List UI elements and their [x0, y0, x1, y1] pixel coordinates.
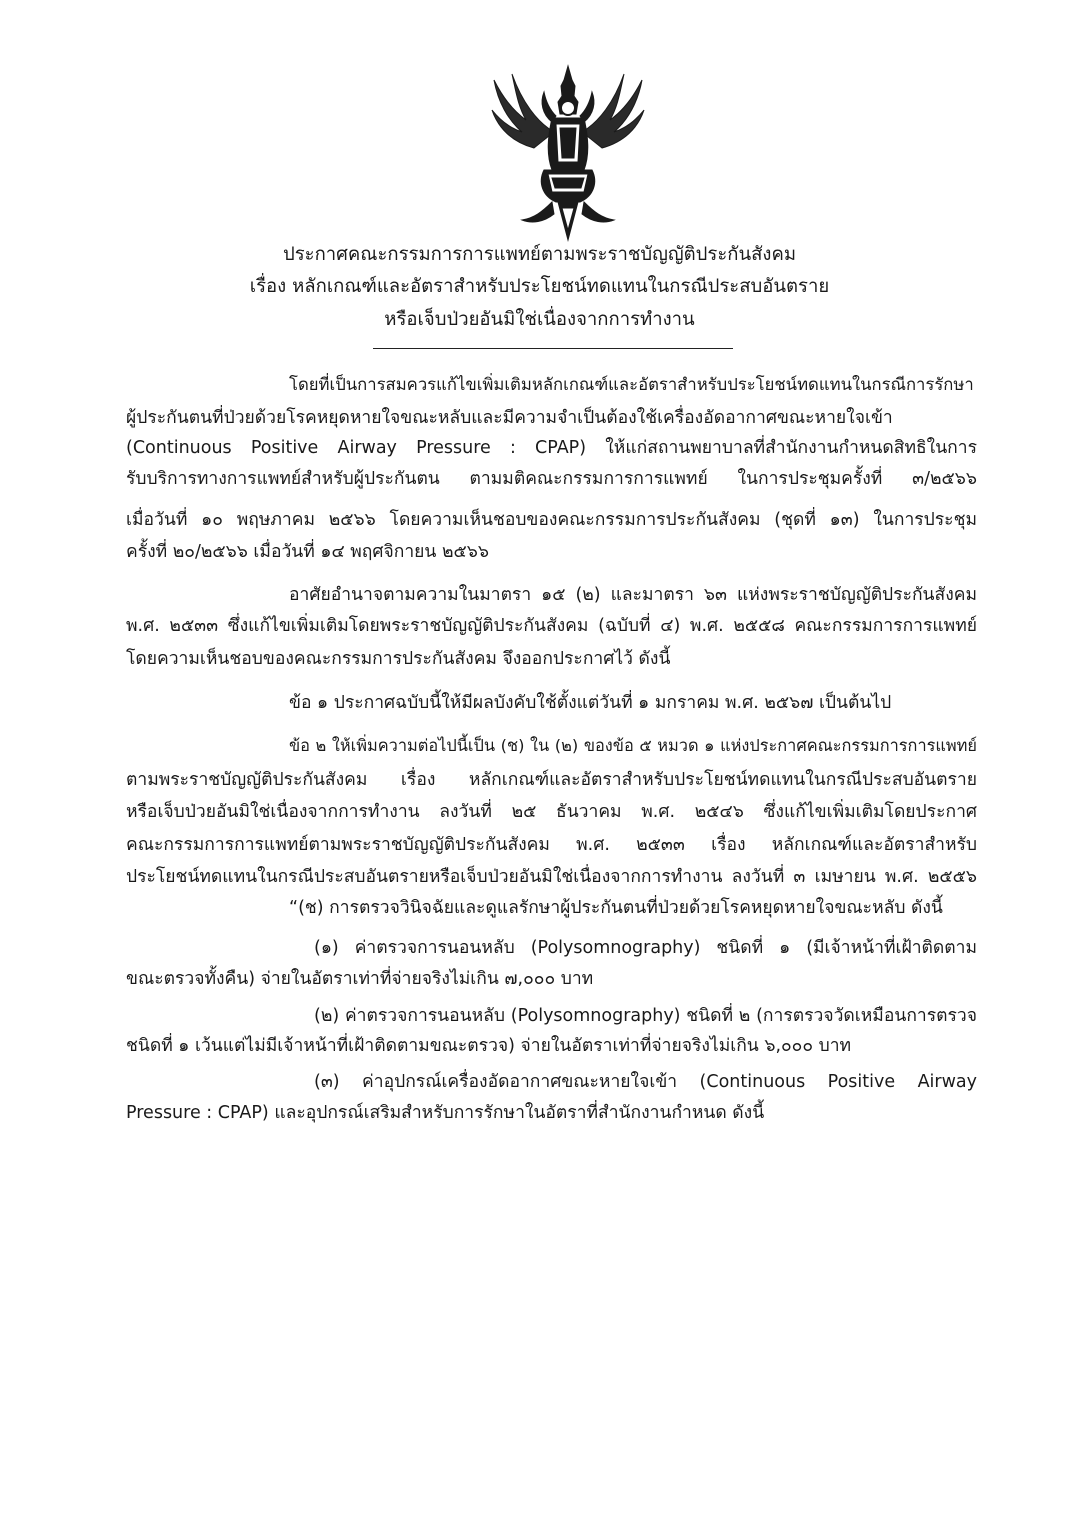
preamble-line: รับบริการทางการแพทย์สำหรับผู้ประกันตน ตามมติคณะกรรมการการแพทย์ ในการประชุมครั้งที่ ๓/๒๕๖๖: [126, 469, 977, 489]
sub-item-3-line: (๓) ค่าอุปกรณ์เครื่องอัดอากาศขณะหายใจเข้า (Continuous Positive Airway: [314, 1072, 977, 1092]
clause-2-line: ประโยชน์ทดแทนในกรณีประสบอันตรายหรือเจ็บป่วยอันมิใช่เนื่องจากการทำงาน ลงวันที่ ๓ เมษายน พ.ศ. ๒๕๕๖: [126, 867, 977, 887]
authority-line: อาศัยอำนาจตามความในมาตรา ๑๕ (๒) และมาตรา ๖๓ แห่งพระราชบัญญัติประกันสังคม: [289, 585, 977, 605]
clause-1: ข้อ ๑ ประกาศฉบับนี้ให้มีผลบังคับใช้ตั้งแต่วันที่ ๑ มกราคม พ.ศ. ๒๕๖๗ เป็นต้นไป: [289, 693, 892, 713]
clause-2-line: หรือเจ็บป่วยอันมิใช่เนื่องจากการทำงาน ลงวันที่ ๒๕ ธันวาคม พ.ศ. ๒๕๔๖ ซึ่งแก้ไขเพิ่มเติมโดยประกาศ: [126, 802, 977, 822]
clause-2-line: ตามพระราชบัญญัติประกันสังคม เรื่อง หลักเกณฑ์และอัตราสำหรับประโยชน์ทดแทนในกรณีประสบอันตราย: [126, 770, 977, 790]
clause-2-line: คณะกรรมการการแพทย์ตามพระราชบัญญัติประกันสังคม พ.ศ. ๒๕๓๓ เรื่อง หลักเกณฑ์และอัตราสำหรับ: [126, 835, 977, 855]
preamble-line: เมื่อวันที่ ๑๐ พฤษภาคม ๒๕๖๖ โดยความเห็นชอบของคณะกรรมการประกันสังคม (ชุดที่ ๑๓) ในการประชุม: [126, 510, 977, 530]
item-ch: “(ช) การตรวจวินิจฉัยและดูแลรักษาผู้ประกันตนที่ป่วยด้วยโรคหยุดหายใจขณะหลับ ดังนี้: [289, 898, 943, 918]
preamble-line: ผู้ประกันตนที่ป่วยด้วยโรคหยุดหายใจขณะหลับและมีความจำเป็นต้องใช้เครื่องอัดอากาศขณะหายใจเข้า: [126, 408, 893, 428]
preamble-line: ครั้งที่ ๒๐/๒๕๖๖ เมื่อวันที่ ๑๔ พฤศจิกายน ๒๕๖๖: [126, 542, 489, 562]
title-line-2: เรื่อง หลักเกณฑ์และอัตราสำหรับประโยชน์ทดแทนในกรณีประสบอันตราย: [249, 276, 830, 297]
sub-item-1-line: (๑) ค่าตรวจการนอนหลับ (Polysomnography) ชนิดที่ ๑ (มีเจ้าหน้าที่เฝ้าติดตาม: [314, 938, 977, 958]
title-line-3: หรือเจ็บป่วยอันมิใช่เนื่องจากการทำงาน: [384, 309, 695, 330]
preamble-line: (Continuous Positive Airway Pressure : CPAP) ให้แก่สถานพยาบาลที่สำนักงานกำหนดสิทธิในการ: [126, 438, 977, 458]
title-divider: [373, 348, 733, 349]
sub-item-2-line: ชนิดที่ ๑ เว้นแต่ไม่มีเจ้าหน้าที่เฝ้าติดตามขณะตรวจ) จ่ายในอัตราเท่าที่จ่ายจริงไม่เกิน ๖,๐๐๐ บาท: [126, 1036, 852, 1056]
title-line-1: ประกาศคณะกรรมการการแพทย์ตามพระราชบัญญัติประกันสังคม: [282, 244, 797, 265]
preamble-line: โดยที่เป็นการสมควรแก้ไขเพิ่มเติมหลักเกณฑ์และอัตราสำหรับประโยชน์ทดแทนในกรณีการรักษา: [289, 375, 974, 394]
sub-item-1-line: ขณะตรวจทั้งคืน) จ่ายในอัตราเท่าที่จ่ายจริงไม่เกิน ๗,๐๐๐ บาท: [126, 969, 594, 989]
sub-item-2-line: (๒) ค่าตรวจการนอนหลับ (Polysomnography) ชนิดที่ ๒ (การตรวจวัดเหมือนการตรวจ: [314, 1006, 977, 1026]
sub-item-3-line: Pressure : CPAP) และอุปกรณ์เสริมสำหรับการรักษาในอัตราที่สำนักงานกำหนด ดังนี้: [126, 1103, 765, 1123]
clause-2-line: ข้อ ๒ ให้เพิ่มความต่อไปนี้เป็น (ช) ใน (๒) ของข้อ ๕ หมวด ๑ แห่งประกาศคณะกรรมการการแพทย์: [289, 736, 977, 755]
authority-line: โดยความเห็นชอบของคณะกรรมการประกันสังคม จึงออกประกาศไว้ ดังนี้: [126, 649, 671, 669]
garuda-emblem-icon: [482, 62, 654, 242]
authority-line: พ.ศ. ๒๕๓๓ ซึ่งแก้ไขเพิ่มเติมโดยพระราชบัญญัติประกันสังคม (ฉบับที่ ๔) พ.ศ. ๒๕๕๘ คณะกรรมการการแพทย์: [126, 616, 977, 636]
